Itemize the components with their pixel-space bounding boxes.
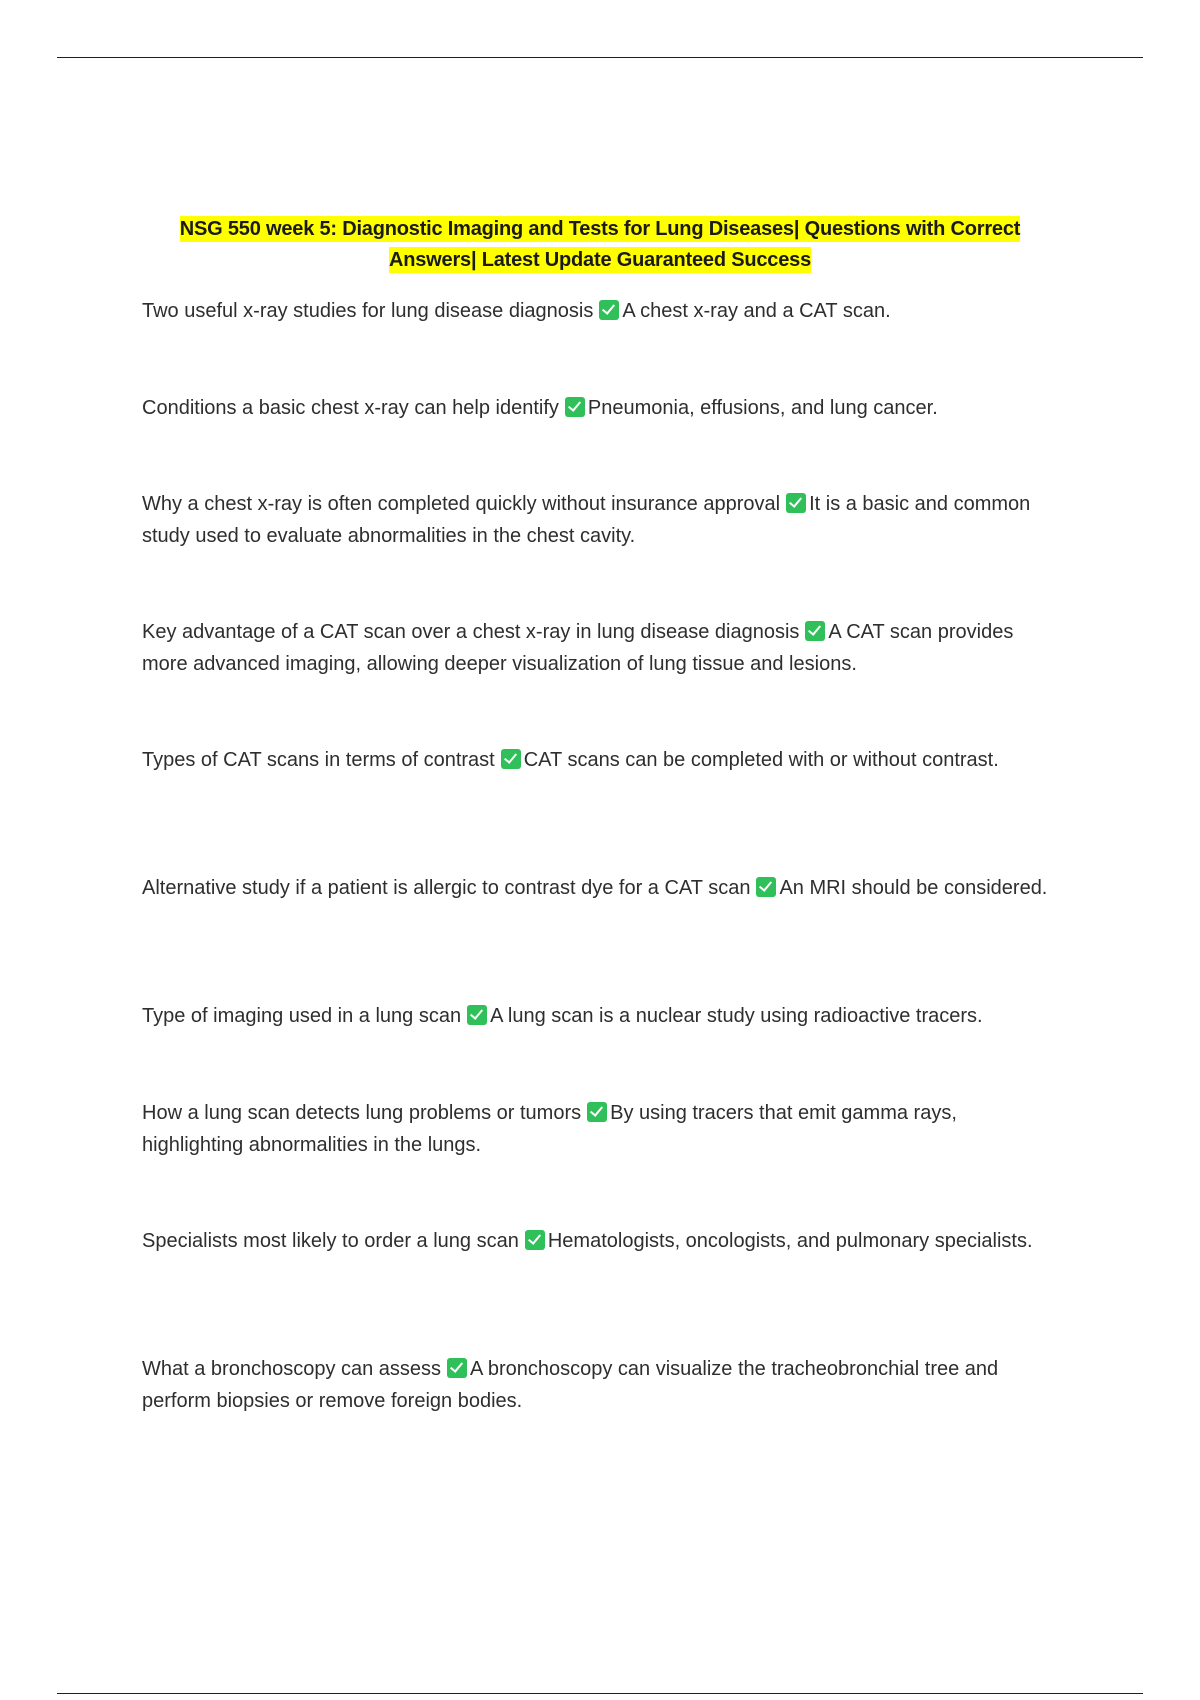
check-mark-icon bbox=[587, 1102, 607, 1122]
answer-text: Pneumonia, effusions, and lung cancer. bbox=[587, 397, 938, 419]
qa-item-6 bbox=[142, 873, 1062, 905]
answer-text: A CAT scan provides more advanced imaging, allowing deeper visualization of lung tissue and lesions. bbox=[142, 621, 1014, 675]
question-text: What a bronchoscopy can assess bbox=[142, 1358, 442, 1380]
check-mark-icon bbox=[501, 749, 521, 769]
answer-text: A bronchoscopy can visualize the tracheobronchial tree and perform biopsies or remove foreign bodies. bbox=[142, 1358, 999, 1412]
qa-item-7 bbox=[142, 1001, 1062, 1033]
question-text: Type of imaging used in a lung scan bbox=[142, 1005, 462, 1027]
question-text: Key advantage of a CAT scan over a chest x-ray in lung disease diagnosis bbox=[142, 621, 800, 643]
check-mark-icon bbox=[447, 1358, 467, 1378]
check-mark-icon bbox=[599, 300, 619, 320]
question-text: Types of CAT scans in terms of contrast bbox=[142, 749, 495, 771]
answer-text: A chest x-ray and a CAT scan. bbox=[622, 300, 891, 322]
answer-text: By using tracers that emit gamma rays, highlighting abnormalities in the lungs. bbox=[142, 1102, 957, 1156]
question-text: Why a chest x-ray is often completed quickly without insurance approval bbox=[142, 493, 781, 515]
qa-item-2 bbox=[142, 393, 1062, 425]
check-mark-icon bbox=[565, 397, 585, 417]
qa-item-10 bbox=[142, 1354, 1062, 1417]
title-line-2: Answers| Latest Update Guaranteed Success bbox=[389, 249, 811, 271]
check-mark-icon bbox=[786, 493, 806, 513]
answer-text: A lung scan is a nuclear study using radioactive tracers. bbox=[490, 1005, 983, 1027]
qa-item-3 bbox=[142, 489, 1062, 552]
question-text: Conditions a basic chest x-ray can help identify bbox=[142, 397, 559, 419]
answer-text: An MRI should be considered. bbox=[779, 877, 1048, 899]
question-text: How a lung scan detects lung problems or tumors bbox=[142, 1102, 582, 1124]
header-rule bbox=[57, 57, 1143, 58]
document-title bbox=[120, 214, 1080, 276]
question-text: Specialists most likely to order a lung scan bbox=[142, 1230, 519, 1252]
qa-item-4 bbox=[142, 617, 1062, 680]
question-text: Alternative study if a patient is allergic to contrast dye for a CAT scan bbox=[142, 877, 751, 899]
qa-item-8 bbox=[142, 1098, 1062, 1161]
check-mark-icon bbox=[525, 1230, 545, 1250]
answer-text: CAT scans can be completed with or without contrast. bbox=[523, 749, 999, 771]
footer-rule bbox=[57, 1693, 1143, 1694]
answer-text: Hematologists, oncologists, and pulmonary specialists. bbox=[547, 1230, 1033, 1252]
check-mark-icon bbox=[805, 621, 825, 641]
question-text: Two useful x-ray studies for lung disease diagnosis bbox=[142, 300, 594, 322]
qa-item-1 bbox=[142, 296, 1062, 328]
check-mark-icon bbox=[467, 1005, 487, 1025]
qa-item-5 bbox=[142, 745, 1062, 777]
check-mark-icon bbox=[756, 877, 776, 897]
title-line-1: NSG 550 week 5: Diagnostic Imaging and Tests for Lung Diseases| Questions with Correct bbox=[179, 218, 1021, 240]
answer-text: It is a basic and common study used to evaluate abnormalities in the chest cavity. bbox=[142, 493, 1031, 547]
qa-item-9 bbox=[142, 1226, 1062, 1258]
